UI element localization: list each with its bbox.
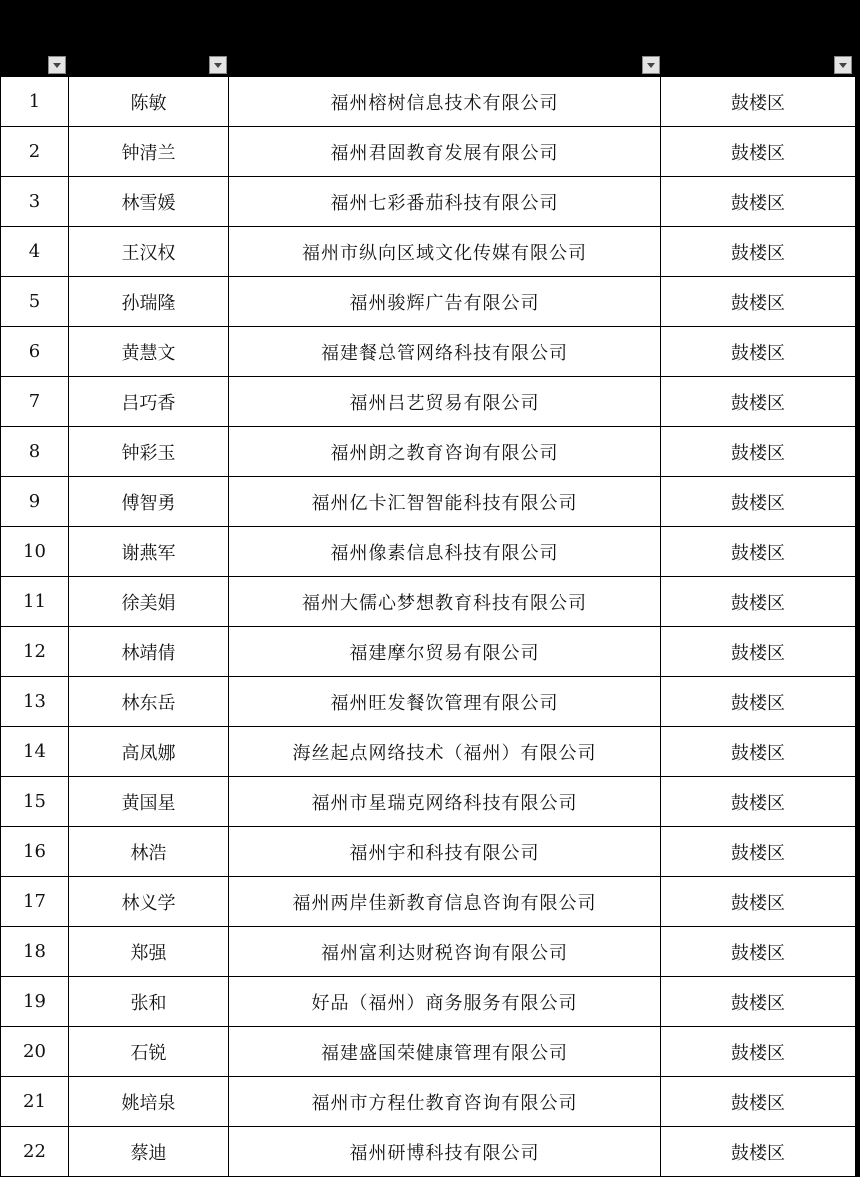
table-row xyxy=(1,477,856,527)
cell-company[interactable]: 福州旺发餐饮管理有限公司 xyxy=(229,677,661,727)
cell-no[interactable]: 4 xyxy=(1,227,69,277)
cell-company[interactable]: 福州大儒心梦想教育科技有限公司 xyxy=(229,577,661,627)
cell-no[interactable]: 10 xyxy=(1,527,69,577)
cell-no[interactable]: 13 xyxy=(1,677,69,727)
cell-district[interactable]: 鼓楼区 xyxy=(661,827,856,877)
cell-company[interactable]: 福州君固教育发展有限公司 xyxy=(229,127,661,177)
spreadsheet xyxy=(0,76,855,1177)
cell-district[interactable]: 鼓楼区 xyxy=(661,177,856,227)
cell-district[interactable]: 鼓楼区 xyxy=(661,427,856,477)
cell-name[interactable]: 吕巧香 xyxy=(69,377,229,427)
cell-name[interactable]: 蔡迪 xyxy=(69,1127,229,1177)
cell-name[interactable]: 张和 xyxy=(69,977,229,1027)
chevron-down-icon xyxy=(647,63,655,68)
table-row xyxy=(1,327,856,377)
table-row xyxy=(1,577,856,627)
cell-district[interactable]: 鼓楼区 xyxy=(661,977,856,1027)
cell-no[interactable]: 14 xyxy=(1,727,69,777)
cell-name[interactable]: 黄国星 xyxy=(69,777,229,827)
cell-company[interactable]: 福州骏辉广告有限公司 xyxy=(229,277,661,327)
cell-district[interactable]: 鼓楼区 xyxy=(661,1077,856,1127)
cell-district[interactable]: 鼓楼区 xyxy=(661,577,856,627)
table-row xyxy=(1,827,856,877)
cell-district[interactable]: 鼓楼区 xyxy=(661,927,856,977)
cell-district[interactable]: 鼓楼区 xyxy=(661,877,856,927)
cell-no[interactable]: 16 xyxy=(1,827,69,877)
cell-no[interactable]: 19 xyxy=(1,977,69,1027)
table-row xyxy=(1,227,856,277)
table-row xyxy=(1,127,856,177)
cell-no[interactable]: 15 xyxy=(1,777,69,827)
chevron-down-icon xyxy=(839,63,847,68)
cell-district[interactable]: 鼓楼区 xyxy=(661,777,856,827)
cell-no[interactable]: 2 xyxy=(1,127,69,177)
cell-company[interactable]: 福州两岸佳新教育信息咨询有限公司 xyxy=(229,877,661,927)
cell-company[interactable]: 福州亿卡汇智智能科技有限公司 xyxy=(229,477,661,527)
cell-name[interactable]: 孙瑞隆 xyxy=(69,277,229,327)
filter-button-district[interactable] xyxy=(834,56,852,74)
cell-district[interactable]: 鼓楼区 xyxy=(661,77,856,127)
cell-district[interactable]: 鼓楼区 xyxy=(661,327,856,377)
cell-company[interactable]: 福州朗之教育咨询有限公司 xyxy=(229,427,661,477)
cell-no[interactable]: 21 xyxy=(1,1077,69,1127)
cell-company[interactable]: 福建盛国荣健康管理有限公司 xyxy=(229,1027,661,1077)
table-row xyxy=(1,627,856,677)
cell-name[interactable]: 郑强 xyxy=(69,927,229,977)
cell-district[interactable]: 鼓楼区 xyxy=(661,227,856,277)
cell-name[interactable]: 石锐 xyxy=(69,1027,229,1077)
cell-no[interactable]: 3 xyxy=(1,177,69,227)
chevron-down-icon xyxy=(214,63,222,68)
cell-no[interactable]: 18 xyxy=(1,927,69,977)
cell-name[interactable]: 林义学 xyxy=(69,877,229,927)
cell-name[interactable]: 林雪媛 xyxy=(69,177,229,227)
table-row xyxy=(1,1077,856,1127)
cell-district[interactable]: 鼓楼区 xyxy=(661,277,856,327)
cell-no[interactable]: 12 xyxy=(1,627,69,677)
cell-district[interactable]: 鼓楼区 xyxy=(661,627,856,677)
table-row xyxy=(1,777,856,827)
cell-name[interactable]: 林靖倩 xyxy=(69,627,229,677)
cell-no[interactable]: 6 xyxy=(1,327,69,377)
table-body xyxy=(1,77,856,1177)
cell-district[interactable]: 鼓楼区 xyxy=(661,727,856,777)
cell-company[interactable]: 福建餐总管网络科技有限公司 xyxy=(229,327,661,377)
cell-district[interactable]: 鼓楼区 xyxy=(661,1127,856,1177)
cell-no[interactable]: 7 xyxy=(1,377,69,427)
table-row xyxy=(1,377,856,427)
cell-company[interactable]: 福州市方程仕教育咨询有限公司 xyxy=(229,1077,661,1127)
cell-name[interactable]: 黄慧文 xyxy=(69,327,229,377)
cell-no[interactable]: 17 xyxy=(1,877,69,927)
cell-district[interactable]: 鼓楼区 xyxy=(661,1027,856,1077)
cell-name[interactable]: 徐美娟 xyxy=(69,577,229,627)
cell-company[interactable]: 福州市星瑞克网络科技有限公司 xyxy=(229,777,661,827)
cell-company[interactable]: 福州榕树信息技术有限公司 xyxy=(229,77,661,127)
cell-no[interactable]: 11 xyxy=(1,577,69,627)
table-row xyxy=(1,727,856,777)
filter-button-no[interactable] xyxy=(48,56,66,74)
cell-company[interactable]: 福州市纵向区域文化传媒有限公司 xyxy=(229,227,661,277)
cell-company[interactable]: 福建摩尔贸易有限公司 xyxy=(229,627,661,677)
table-row xyxy=(1,177,856,227)
cell-name[interactable]: 傅智勇 xyxy=(69,477,229,527)
table-row xyxy=(1,1027,856,1077)
cell-district[interactable]: 鼓楼区 xyxy=(661,477,856,527)
cell-name[interactable]: 钟清兰 xyxy=(69,127,229,177)
cell-no[interactable]: 1 xyxy=(1,77,69,127)
cell-name[interactable]: 钟彩玉 xyxy=(69,427,229,477)
table-row xyxy=(1,427,856,477)
cell-no[interactable]: 8 xyxy=(1,427,69,477)
cell-name[interactable]: 姚培泉 xyxy=(69,1077,229,1127)
cell-name[interactable]: 林东岳 xyxy=(69,677,229,727)
cell-name[interactable]: 高凤娜 xyxy=(69,727,229,777)
cell-company[interactable]: 福州像素信息科技有限公司 xyxy=(229,527,661,577)
chevron-down-icon xyxy=(53,63,61,68)
data-table xyxy=(0,76,856,1177)
cell-district[interactable]: 鼓楼区 xyxy=(661,377,856,427)
filter-button-company[interactable] xyxy=(642,56,660,74)
table-row xyxy=(1,877,856,927)
table-row xyxy=(1,677,856,727)
table-row xyxy=(1,927,856,977)
cell-company[interactable]: 福州研博科技有限公司 xyxy=(229,1127,661,1177)
table-row xyxy=(1,527,856,577)
cell-no[interactable]: 20 xyxy=(1,1027,69,1077)
cell-name[interactable]: 林浩 xyxy=(69,827,229,877)
cell-name[interactable]: 陈敏 xyxy=(69,77,229,127)
cell-company[interactable]: 福州七彩番茄科技有限公司 xyxy=(229,177,661,227)
cell-no[interactable]: 5 xyxy=(1,277,69,327)
table-row xyxy=(1,77,856,127)
cell-name[interactable]: 王汉权 xyxy=(69,227,229,277)
filter-button-name[interactable] xyxy=(209,56,227,74)
cell-company[interactable]: 好品（福州）商务服务有限公司 xyxy=(229,977,661,1027)
header-band xyxy=(0,0,860,76)
cell-district[interactable]: 鼓楼区 xyxy=(661,527,856,577)
table-row xyxy=(1,277,856,327)
cell-no[interactable]: 22 xyxy=(1,1127,69,1177)
cell-company[interactable]: 海丝起点网络技术（福州）有限公司 xyxy=(229,727,661,777)
cell-company[interactable]: 福州吕艺贸易有限公司 xyxy=(229,377,661,427)
cell-name[interactable]: 谢燕军 xyxy=(69,527,229,577)
cell-district[interactable]: 鼓楼区 xyxy=(661,677,856,727)
cell-company[interactable]: 福州富利达财税咨询有限公司 xyxy=(229,927,661,977)
cell-company[interactable]: 福州宇和科技有限公司 xyxy=(229,827,661,877)
table-row xyxy=(1,977,856,1027)
table-row xyxy=(1,1127,856,1177)
cell-district[interactable]: 鼓楼区 xyxy=(661,127,856,177)
cell-no[interactable]: 9 xyxy=(1,477,69,527)
